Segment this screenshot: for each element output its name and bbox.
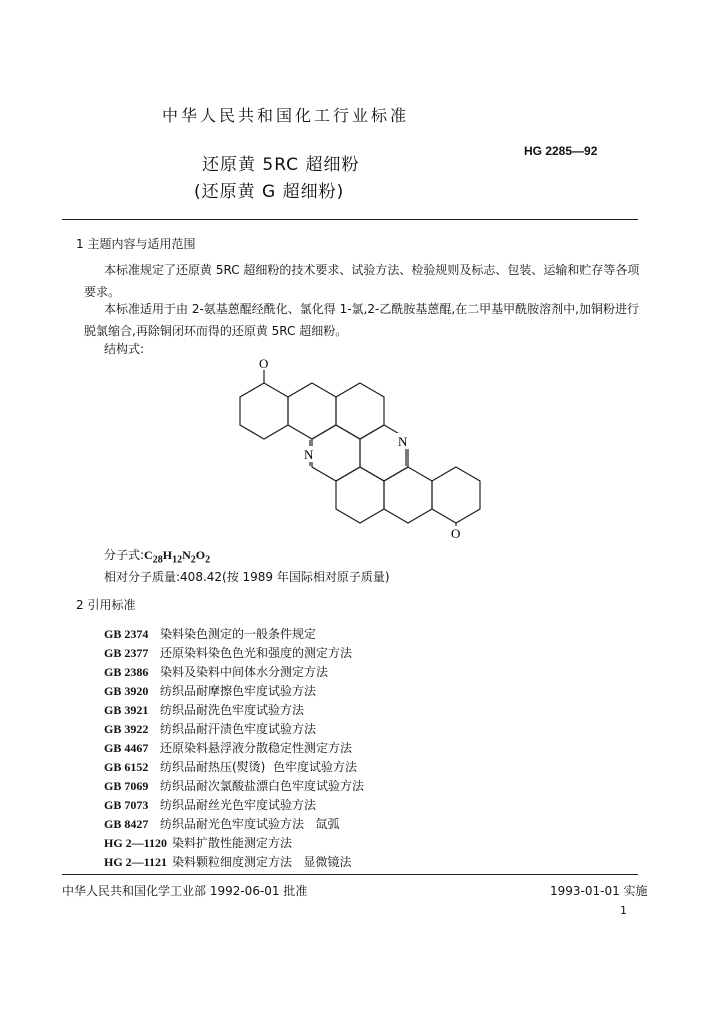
section1-heading: 1 主题内容与适用范围 (76, 237, 196, 251)
formula-label: 分子式: (104, 548, 145, 562)
reference-title: 还原染料染色色光和强度的测定方法 (160, 646, 353, 660)
page-number: 1 (620, 904, 627, 917)
reference-title: 纺织品耐热压(熨烫) 色牢度试验方法 (160, 760, 357, 774)
reference-code: GB 3920 (104, 684, 149, 698)
reference-title: 还原染料悬浮液分散稳定性测定方法 (160, 741, 353, 755)
section2-heading: 2 引用标准 (76, 598, 136, 612)
standard-code: HG 2285—92 (524, 144, 598, 158)
reference-title: 纺织品耐汗渍色牢度试验方法 (160, 722, 317, 736)
formula-n-sub: 2 (190, 554, 196, 566)
org-title: 中华人民共和国化工行业标准 (162, 106, 410, 125)
reference-title: 染料及染料中间体水分测定方法 (160, 665, 329, 679)
reference-code: HG 2—1120 (104, 836, 168, 850)
reference-code: GB 6152 (104, 760, 149, 774)
reference-title: 染料染色测定的一般条件规定 (160, 627, 317, 641)
reference-item (104, 661, 328, 680)
formula-n: N (182, 548, 191, 562)
reference-item (104, 699, 304, 718)
molecular-formula (104, 546, 210, 565)
formula-h-sub: 12 (172, 554, 183, 566)
formula-c: C (144, 548, 153, 562)
reference-item (104, 794, 316, 813)
reference-title: 纺织品耐洗色牢度试验方法 (160, 703, 305, 717)
atom-n-left: N (304, 447, 314, 462)
reference-item (104, 813, 339, 832)
reference-title: 纺织品耐光色牢度试验方法 氙弧 (160, 817, 340, 831)
footer-rule (62, 874, 638, 875)
formula-o-sub: 2 (205, 554, 211, 566)
reference-item (104, 851, 351, 870)
atom-o-top: O (259, 356, 269, 371)
doc-title-line2: (还原黄 G 超细粉) (194, 182, 345, 202)
formula-o: O (195, 548, 206, 562)
reference-title: 纺织品耐次氯酸盐漂白色牢度试验方法 (160, 779, 365, 793)
reference-title: 纺织品耐摩擦色牢度试验方法 (160, 684, 317, 698)
reference-code: GB 2377 (104, 646, 149, 660)
reference-item (104, 775, 364, 794)
reference-code: GB 3922 (104, 722, 149, 736)
reference-code: GB 7073 (104, 798, 149, 812)
formula-h: H (162, 548, 173, 562)
reference-item (104, 680, 316, 699)
effective-date: 1993-01-01 实施 (550, 884, 648, 898)
structure-label: 结构式: (104, 342, 145, 356)
molecular-mass: 相对分子质量:408.42(按 1989 年国际相对原子质量) (104, 570, 390, 584)
reference-code: GB 2386 (104, 665, 149, 679)
reference-title: 染料颗粒细度测定方法 显微镜法 (172, 855, 352, 869)
reference-code: GB 2374 (104, 627, 149, 641)
atom-o-bottom: O (451, 526, 461, 541)
reference-code: GB 7069 (104, 779, 149, 793)
approval-line: 中华人民共和国化学工业部 1992-06-01 批准 (62, 884, 308, 898)
reference-code: GB 3921 (104, 703, 149, 717)
reference-code: HG 2—1121 (104, 855, 168, 869)
section1-para2: 本标准适用于由 2-氨基蒽醌经酰化、氯化得 1-氯,2-乙酰胺基蒽醌,在二甲基甲酰胺溶剂中,加铜粉进行脱氯缩合,再除铜闭环而得的还原黄 5RC 超细粉。 (84, 302, 639, 338)
reference-code: GB 4467 (104, 741, 149, 755)
reference-code: GB 8427 (104, 817, 149, 831)
reference-item (104, 756, 357, 775)
doc-title-line1: 还原黄 5RC 超细粉 (202, 155, 360, 175)
reference-item (104, 832, 292, 851)
section1-para1: 本标准规定了还原黄 5RC 超细粉的技术要求、试验方法、检验规则及标志、包装、运输和贮存等各项要求。 (84, 263, 640, 299)
reference-item (104, 642, 352, 661)
atom-n-right: N (398, 434, 408, 449)
reference-item (104, 737, 352, 756)
reference-title: 染料扩散性能测定方法 (172, 836, 293, 850)
reference-title: 纺织品耐丝光色牢度试验方法 (160, 798, 317, 812)
reference-item (104, 718, 316, 737)
reference-item (104, 623, 316, 642)
formula-c-sub: 28 (152, 554, 163, 566)
